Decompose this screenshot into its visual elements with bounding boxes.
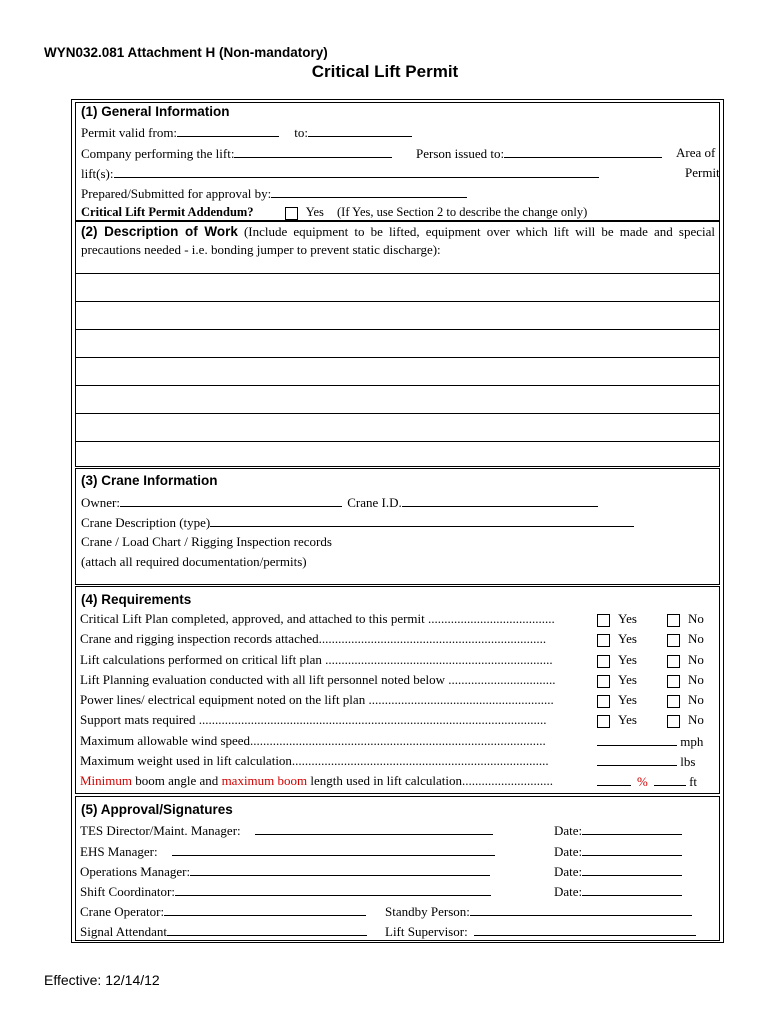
requirement-yes-option (597, 672, 637, 688)
attach-note: (attach all required documentation/permits) (81, 554, 307, 569)
lift-supervisor-signature[interactable] (474, 923, 696, 936)
requirement-no-option (667, 631, 704, 647)
addendum-yes-checkbox[interactable] (285, 207, 298, 220)
addendum-row (81, 205, 587, 220)
tes-director-label: TES Director/Maint. Manager: (80, 823, 241, 838)
addendum-note: (If Yes, use Section 2 to describe the change only) (337, 205, 588, 219)
signal-attendant-row (80, 923, 367, 940)
no-checkbox[interactable] (667, 695, 680, 708)
minimum-highlight: Minimum (80, 773, 133, 788)
yes-checkbox[interactable] (597, 614, 610, 627)
addendum-yes-label: Yes (305, 205, 324, 219)
standby-person-label: Standby Person: (385, 904, 470, 919)
ehs-date-row (554, 843, 682, 860)
lbs-unit: lbs (680, 754, 696, 769)
person-field[interactable] (504, 145, 662, 158)
shift-coordinator-signature[interactable] (175, 883, 491, 896)
requirement-yes-option (597, 712, 637, 728)
crane-id-label: Crane I.D. (347, 495, 402, 510)
addendum-label: Critical Lift Permit Addendum? (81, 205, 254, 219)
valid-to-label: to: (294, 125, 309, 140)
no-checkbox[interactable] (667, 675, 680, 688)
ehs-manager-row (80, 843, 495, 860)
shift-coordinator-row (80, 883, 491, 900)
permit-valid-row (81, 124, 412, 141)
shift-coordinator-label: Shift Coordinator: (80, 884, 175, 899)
operations-manager-row (80, 863, 490, 880)
shift-date-row (554, 883, 682, 900)
maximum-boom-highlight: maximum boom (221, 773, 308, 788)
valid-from-field[interactable] (177, 124, 279, 137)
section-title: (2) Description of Work (81, 224, 238, 239)
yes-label: Yes (618, 652, 637, 667)
crane-description-row (81, 514, 634, 531)
permit-label: Permit (685, 165, 720, 180)
lifts-field[interactable] (114, 165, 599, 178)
section-crane-information (75, 468, 720, 585)
no-checkbox[interactable] (667, 715, 680, 728)
requirement-item: Crane and rigging inspection records attached...................................................................... (80, 631, 547, 646)
area-label: Area of (676, 145, 716, 160)
no-label: No (688, 712, 704, 727)
ehs-manager-signature[interactable] (172, 843, 495, 856)
requirement-no-option (667, 692, 704, 708)
wind-speed-row (597, 733, 703, 750)
company-label: Company performing the lift: (81, 146, 235, 161)
requirement-no-option (667, 611, 704, 627)
prepared-label: Prepared/Submitted for approval by: (81, 186, 272, 201)
requirement-no-option (667, 672, 704, 688)
ops-date-row (554, 863, 682, 880)
ehs-manager-label: EHS Manager: (80, 844, 158, 859)
valid-to-field[interactable] (308, 124, 412, 137)
date-field[interactable] (582, 822, 682, 835)
yes-checkbox[interactable] (597, 675, 610, 688)
mph-unit: mph (680, 734, 704, 749)
requirement-item: Lift Planning evaluation conducted with all lift personnel noted below ................................. (80, 672, 556, 687)
standby-person-row (385, 903, 692, 920)
no-checkbox[interactable] (667, 634, 680, 647)
lifts-label: lift(s): (81, 166, 114, 181)
prepared-field[interactable] (271, 185, 467, 198)
prepared-row (81, 185, 467, 202)
writing-line[interactable] (75, 273, 720, 274)
lift-supervisor-label: Lift Supervisor: (385, 924, 468, 939)
no-label: No (688, 652, 704, 667)
requirement-yes-option (597, 692, 637, 708)
crane-operator-signature[interactable] (164, 903, 366, 916)
crane-operator-label: Crane Operator: (80, 904, 165, 919)
date-label: Date: (554, 864, 583, 879)
effective-date: Effective: 12/14/12 (44, 972, 160, 988)
date-field[interactable] (582, 843, 682, 856)
date-field[interactable] (582, 863, 682, 876)
page-title: Critical Lift Permit (311, 62, 459, 81)
max-weight-field[interactable] (597, 753, 677, 766)
boom-angle-text: boom angle and (132, 773, 222, 788)
boom-angle-label (80, 773, 553, 789)
requirement-item: Power lines/ electrical equipment noted on the lift plan ......................................................... (80, 692, 554, 707)
standby-person-signature[interactable] (470, 903, 692, 916)
requirement-no-option (667, 712, 704, 728)
wind-speed-label: Maximum allowable wind speed........................................................................................... (80, 733, 546, 748)
person-row (416, 145, 662, 162)
yes-checkbox[interactable] (597, 655, 610, 668)
valid-from-label: Permit valid from: (81, 125, 178, 140)
requirement-no-option (667, 652, 704, 668)
yes-label: Yes (618, 692, 637, 707)
no-checkbox[interactable] (667, 614, 680, 627)
no-label: No (688, 611, 704, 626)
boom-angle-field[interactable] (597, 773, 631, 786)
load-chart-text: Crane / Load Chart / Rigging Inspection records (81, 534, 332, 549)
no-label: No (688, 631, 704, 646)
section-general-information (75, 102, 720, 221)
owner-field[interactable] (120, 494, 342, 507)
writing-line[interactable] (75, 385, 720, 386)
no-label: No (688, 672, 704, 687)
crane-id-field[interactable] (402, 494, 598, 507)
writing-line[interactable] (75, 329, 720, 330)
company-field[interactable] (234, 145, 392, 158)
boom-length-text: length used in lift calculation............................ (307, 773, 554, 788)
operations-manager-signature[interactable] (190, 863, 490, 876)
signal-attendant-signature[interactable] (167, 923, 367, 936)
section-title: (1) General Information (81, 104, 230, 119)
ft-unit: ft (689, 774, 698, 789)
signal-attendant-label: Signal Attendant (80, 924, 168, 939)
requirement-item: Lift calculations performed on critical lift plan ...................................................................... (80, 652, 553, 667)
work-description-line-2: precautions needed - i.e. bonding jumper to prevent static discharge): (81, 242, 441, 257)
yes-label: Yes (618, 672, 637, 687)
writing-line[interactable] (75, 441, 720, 442)
section-title: (5) Approval/Signatures (81, 802, 233, 817)
tes-director-row (80, 822, 493, 839)
writing-line[interactable] (75, 413, 720, 414)
yes-checkbox[interactable] (597, 695, 610, 708)
yes-label: Yes (618, 631, 637, 646)
requirement-item: Support mats required ........................................................................................................... (80, 712, 547, 727)
boom-length-field[interactable] (654, 773, 686, 786)
yes-checkbox[interactable] (597, 715, 610, 728)
lift-supervisor-row (385, 923, 696, 940)
yes-label: Yes (618, 611, 637, 626)
section-title: (4) Requirements (81, 592, 192, 607)
date-field[interactable] (582, 883, 682, 896)
work-description-line-1 (81, 224, 715, 240)
yes-checkbox[interactable] (597, 634, 610, 647)
crane-description-label: Crane Description (type) (81, 515, 211, 530)
no-checkbox[interactable] (667, 655, 680, 668)
requirement-yes-option (597, 652, 637, 668)
no-label: No (688, 692, 704, 707)
crane-operator-row (80, 903, 366, 920)
date-label: Date: (554, 823, 583, 838)
percent-unit: % (637, 774, 648, 789)
date-label: Date: (554, 844, 583, 859)
date-label: Date: (554, 884, 583, 899)
document-id: WYN032.081 Attachment H (Non-mandatory) (44, 45, 328, 60)
boom-angle-row (597, 773, 697, 790)
crane-description-field[interactable] (210, 514, 634, 527)
wind-speed-field[interactable] (597, 733, 677, 746)
section-title: (3) Crane Information (81, 473, 218, 488)
requirement-yes-option (597, 631, 637, 647)
writing-line[interactable] (75, 301, 720, 302)
lifts-row (81, 165, 599, 182)
work-description-text: (Include equipment to be lifted, equipment over which lift will be made and special (243, 224, 716, 239)
yes-label: Yes (618, 712, 637, 727)
requirement-item: Critical Lift Plan completed, approved, and attached to this permit ....................................... (80, 611, 555, 626)
operations-manager-label: Operations Manager: (80, 864, 191, 879)
person-label: Person issued to: (416, 146, 505, 161)
company-row (81, 145, 392, 162)
owner-label: Owner: (81, 495, 120, 510)
tes-date-row (554, 822, 682, 839)
requirement-yes-option (597, 611, 637, 627)
max-weight-row (597, 753, 695, 770)
owner-row (81, 494, 598, 511)
tes-director-signature[interactable] (255, 822, 493, 835)
writing-line[interactable] (75, 357, 720, 358)
max-weight-label: Maximum weight used in lift calculation............................................................................... (80, 753, 549, 768)
section-description-of-work (75, 221, 720, 467)
